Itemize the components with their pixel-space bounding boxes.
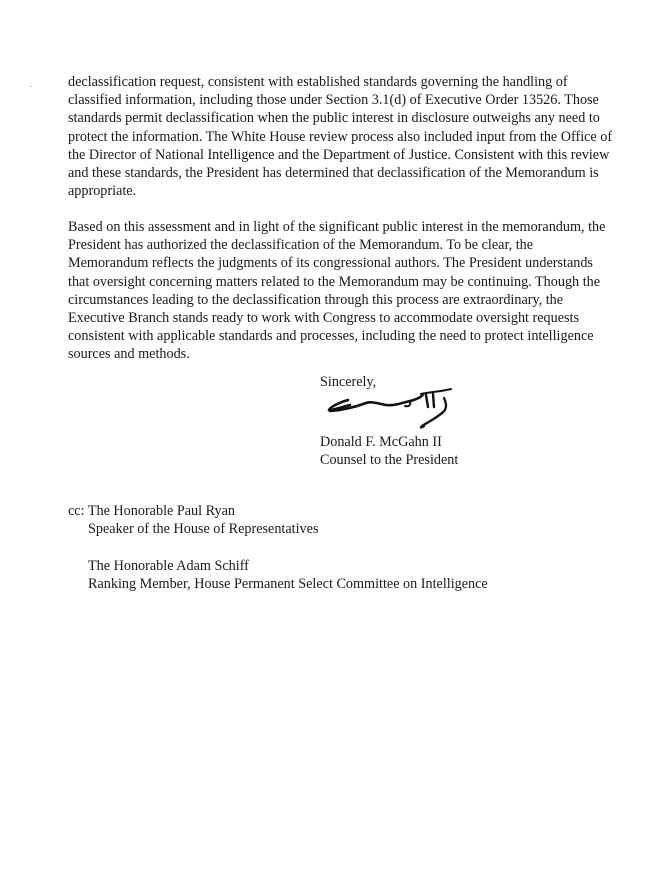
signer-title: Counsel to the President (320, 452, 459, 468)
paragraph-line: President has authorized the declassification of the Memorandum. To be clear, the (68, 237, 534, 254)
closing-salutation: Sincerely, (320, 374, 377, 390)
paragraph-line: appropriate. (68, 183, 137, 200)
cc-recipient-name (68, 502, 628, 520)
paragraph-line: Memorandum reflects the judgments of its congressional authors. The President understands (68, 255, 593, 272)
cc-recipient-title: Ranking Member, House Permanent Select Committee on Intelligence (88, 575, 488, 592)
cc-recipient-name: The Honorable Adam Schiff (88, 557, 249, 574)
handwritten-signature (326, 388, 466, 432)
paragraph-line: the Director of National Intelligence and the Department of Justice. Consistent with this review (68, 146, 610, 163)
cc-list (68, 502, 628, 593)
paragraph-line: consistent with applicable standards and processes, including the need to protect intelligence (68, 328, 594, 345)
cc-spacer (68, 538, 628, 556)
paragraph-line: circumstances leading to the declassification through this process are extraordinary, the (68, 291, 564, 308)
signer-name: Donald F. McGahn II (320, 434, 442, 450)
paragraph-line: Executive Branch stands ready to work with Congress to accommodate oversight requests (68, 310, 580, 327)
cc-recipient-title: Speaker of the House of Representatives (88, 521, 319, 538)
paragraph-line: declassification request, consistent with established standards governing the handling of (68, 74, 568, 90)
body-paragraph-2 (68, 218, 616, 364)
scan-mark (30, 86, 32, 87)
paragraph-line: and these standards, the President has determined that declassification of the Memorandum is (68, 165, 599, 182)
paragraph-line: classified information, including those under Section 3.1(d) of Executive Order 13526. Those (68, 92, 599, 109)
cc-prefix: cc: (68, 503, 88, 519)
paragraph-line: protect the information. The White House review process also included input from the Office of (68, 128, 613, 145)
cc-name-paul-ryan: The Honorable Paul Ryan (87, 503, 236, 519)
paragraph-line: Based on this assessment and in light of the significant public interest in the memorandum, the (68, 219, 606, 235)
body-paragraph-1 (68, 73, 616, 200)
paragraph-line: that oversight concerning matters related to the Memorandum may be continuing. Though the (68, 273, 601, 290)
paragraph-line: standards permit declassification when the public interest in disclosure outweighs any need to (68, 110, 600, 127)
paragraph-line: sources and methods. (68, 346, 190, 363)
